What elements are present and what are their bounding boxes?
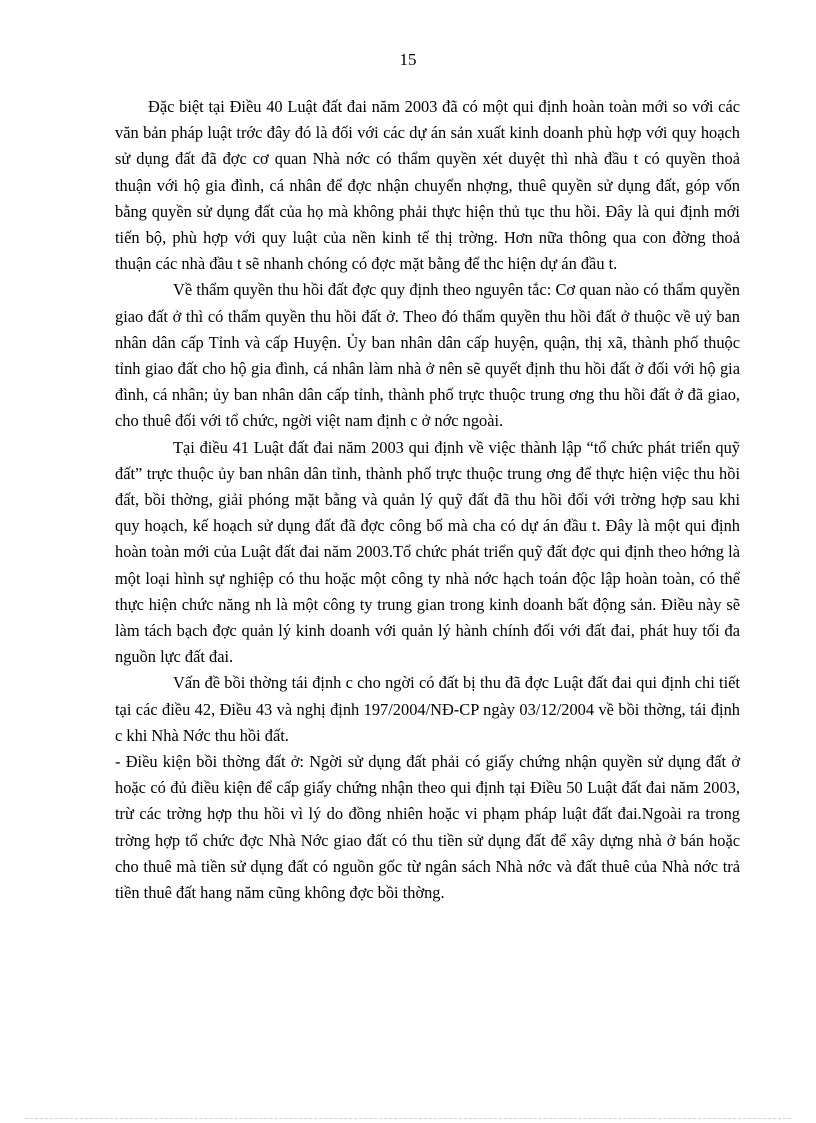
page-bottom-rule xyxy=(25,1118,791,1119)
document-body xyxy=(115,94,740,906)
paragraph-recovery-authority: Về thẩm quyền thu hồi đất đợc quy định theo nguyên tắc: Cơ quan nào có thẩm quyền giao đất ở thì có thẩm quyền thu hồi đất ở. Theo đó thẩm quyền thu hồi đất ở thuộc về uỷ ban nhân dân cấp Tỉnh và cấp Huyện. Ủy ban nhân dân cấp huyện, quận, thị xã, thành phố thuộc tỉnh giao đất cho hộ gia đình, cá nhân làm nhà ở nên sẽ quyết định thu hồi đất ở đối với hộ gia đình, cá nhân; ủy ban nhân dân cấp tỉnh, thành phố trực thuộc trung ơng thu hồi đất ở đã giao, cho thuê đối với tổ chức, ngời việt nam định c ở nớc ngoài. xyxy=(115,280,740,431)
page-number: 15 xyxy=(399,50,417,69)
paragraph-compensation: Vấn đề bồi thờng tái định c cho ngời có đất bị thu đã đợc Luật đất đai qui định chi tiết tại các điều 42, Điều 43 và nghị định 197/2004/NĐ-CP ngày 03/12/2004 về bồi thờng, tái định c khi Nhà Nớc thu hồi đất. xyxy=(115,673,740,745)
paragraph-compensation-conditions: - Điều kiện bồi thờng đất ở: Ngời sử dụng đất phải có giấy chứng nhận quyền sử dụng đất ở hoặc có đủ điều kiện để cấp giấy chứng nhận theo qui định tại Điều 50 Luật đất đai năm 2003, trừ các trờng hợp thu hồi vì lý do đồng nhiên hoặc vi phạm pháp luật đất đai.Ngoài ra trong trờng hợp tổ chức đợc Nhà Nớc giao đất có thu tiền sử dụng đất để xây dựng nhà ở bán hoặc cho thuê mà tiền sử dụng đất có nguồn gốc từ ngân sách Nhà nớc và đất thuê của Nhà nớc trả tiền thuê đất hang năm cũng không đợc bồi thờng. xyxy=(115,752,740,903)
paragraph-article-40: Đặc biệt tại Điều 40 Luật đất đai năm 2003 đã có một qui định hoàn toàn mới so với các văn bản pháp luật trớc đây đó là đối với các dự án sản xuất kinh doanh phù hợp với quy hoạch sử dụng đất đã đợc cơ quan Nhà nớc có thẩm quyền xét duyệt thì nhà đầu t có quyền thoả thuận với hộ gia đình, cá nhân để đợc nhận chuyển nhợng, thuê quyền sử dụng đất, góp vốn bằng quyền sử dụng đất của họ mà không phải thực hiện thủ tục thu hồi. Đây là qui định mới tiến bộ, phù hợp với quy luật của nền kinh tế thị trờng. Hơn nữa thông qua con đờng thoả thuận các nhà đầu t sẽ nhanh chóng có đợc mặt bằng để thc hiện dự án đầu t. xyxy=(115,97,740,274)
paragraph-article-41: Tại điều 41 Luật đất đai năm 2003 qui định về việc thành lập “tổ chức phát triển quỹ đất” trực thuộc ủy ban nhân dân tỉnh, thành phố trực thuộc trung ơng để thực hiện việc thu hồi đất, bồi thờng, giải phóng mặt bằng và quản lý quỹ đất đã thu hồi đối với trờng hợp sau khi quy hoạch, kế hoạch sử dụng đất đã đợc công bố mà cha có dự án đầu t. Đây là một qui định hoàn toàn mới của Luật đất đai năm 2003.Tổ chức phát triển quỹ đất đợc qui định theo hớng là một loại hình sự nghiệp có thu hoặc một công ty nhà nớc hạch toán độc lập hoàn toàn, có thể thực hiện chức năng nh là một công ty trung gian trong kinh doanh bất động sản. Điều này sẽ làm tách bạch đợc quản lý kinh doanh với quản lý hành chính đối với đất đai, phát huy tối đa nguồn lực đất đai. xyxy=(115,437,740,667)
